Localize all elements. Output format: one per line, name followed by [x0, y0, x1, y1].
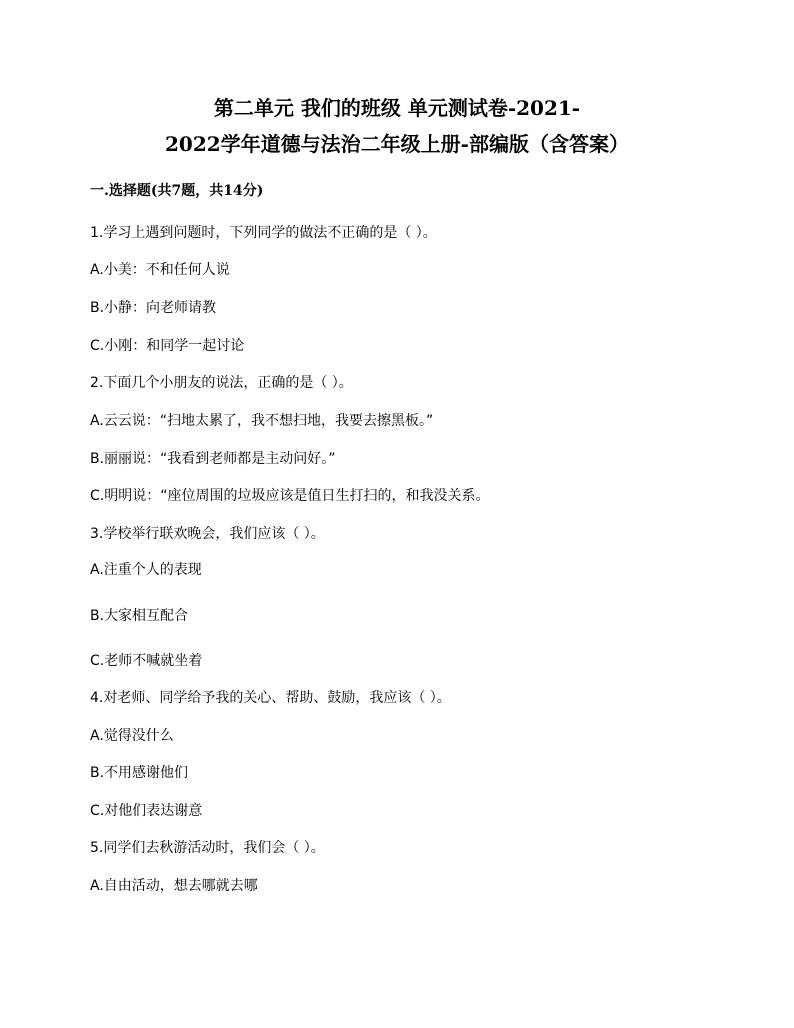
question-1-option-b: B.小静：向老师请教	[90, 300, 217, 316]
question-4-option-a: A.觉得没什么	[90, 728, 174, 744]
question-2-option-a: A.云云说：“扫地太累了，我不想扫地，我要去擦黑板。”	[90, 413, 434, 429]
question-4-option-c: C.对他们表达谢意	[90, 803, 203, 819]
question-2-option-c: C.明明说：“座位周围的垃圾应该是值日生打扫的，和我没关系。	[90, 488, 490, 504]
question-1-option-c: C.小刚：和同学一起讨论	[90, 338, 245, 354]
section-heading: 一.选择题(共7题，共14分)	[90, 183, 264, 199]
question-3-option-a: A.注重个人的表现	[90, 562, 202, 578]
document-title-line-2: 2022学年道德与法治二年级上册-部编版（含答案）	[165, 132, 629, 156]
question-5-option-a: A.自由活动，想去哪就去哪	[90, 878, 258, 894]
question-2-option-b: B.丽丽说：“我看到老师都是主动问好。”	[90, 451, 336, 467]
document-title-line-1: 第二单元 我们的班级 单元测试卷-2021-	[213, 96, 581, 120]
question-4-option-b: B.不用感谢他们	[90, 765, 189, 781]
question-3-stem: 3.学校举行联欢晚会，我们应该（ ）。	[90, 526, 325, 542]
question-3-option-c: C.老师不喊就坐着	[90, 653, 203, 669]
question-4-stem: 4.对老师、同学给予我的关心、帮助、鼓励，我应该（ ）。	[90, 690, 451, 706]
question-5-stem: 5.同学们去秋游活动时，我们会（ ）。	[90, 840, 325, 856]
question-1-option-a: A.小美：不和任何人说	[90, 262, 230, 278]
question-2-stem: 2.下面几个小朋友的说法，正确的是（ ）。	[90, 375, 353, 391]
question-1-stem: 1.学习上遇到问题时，下列同学的做法不正确的是（ ）。	[90, 225, 437, 241]
question-3-option-b: B.大家相互配合	[90, 608, 189, 624]
